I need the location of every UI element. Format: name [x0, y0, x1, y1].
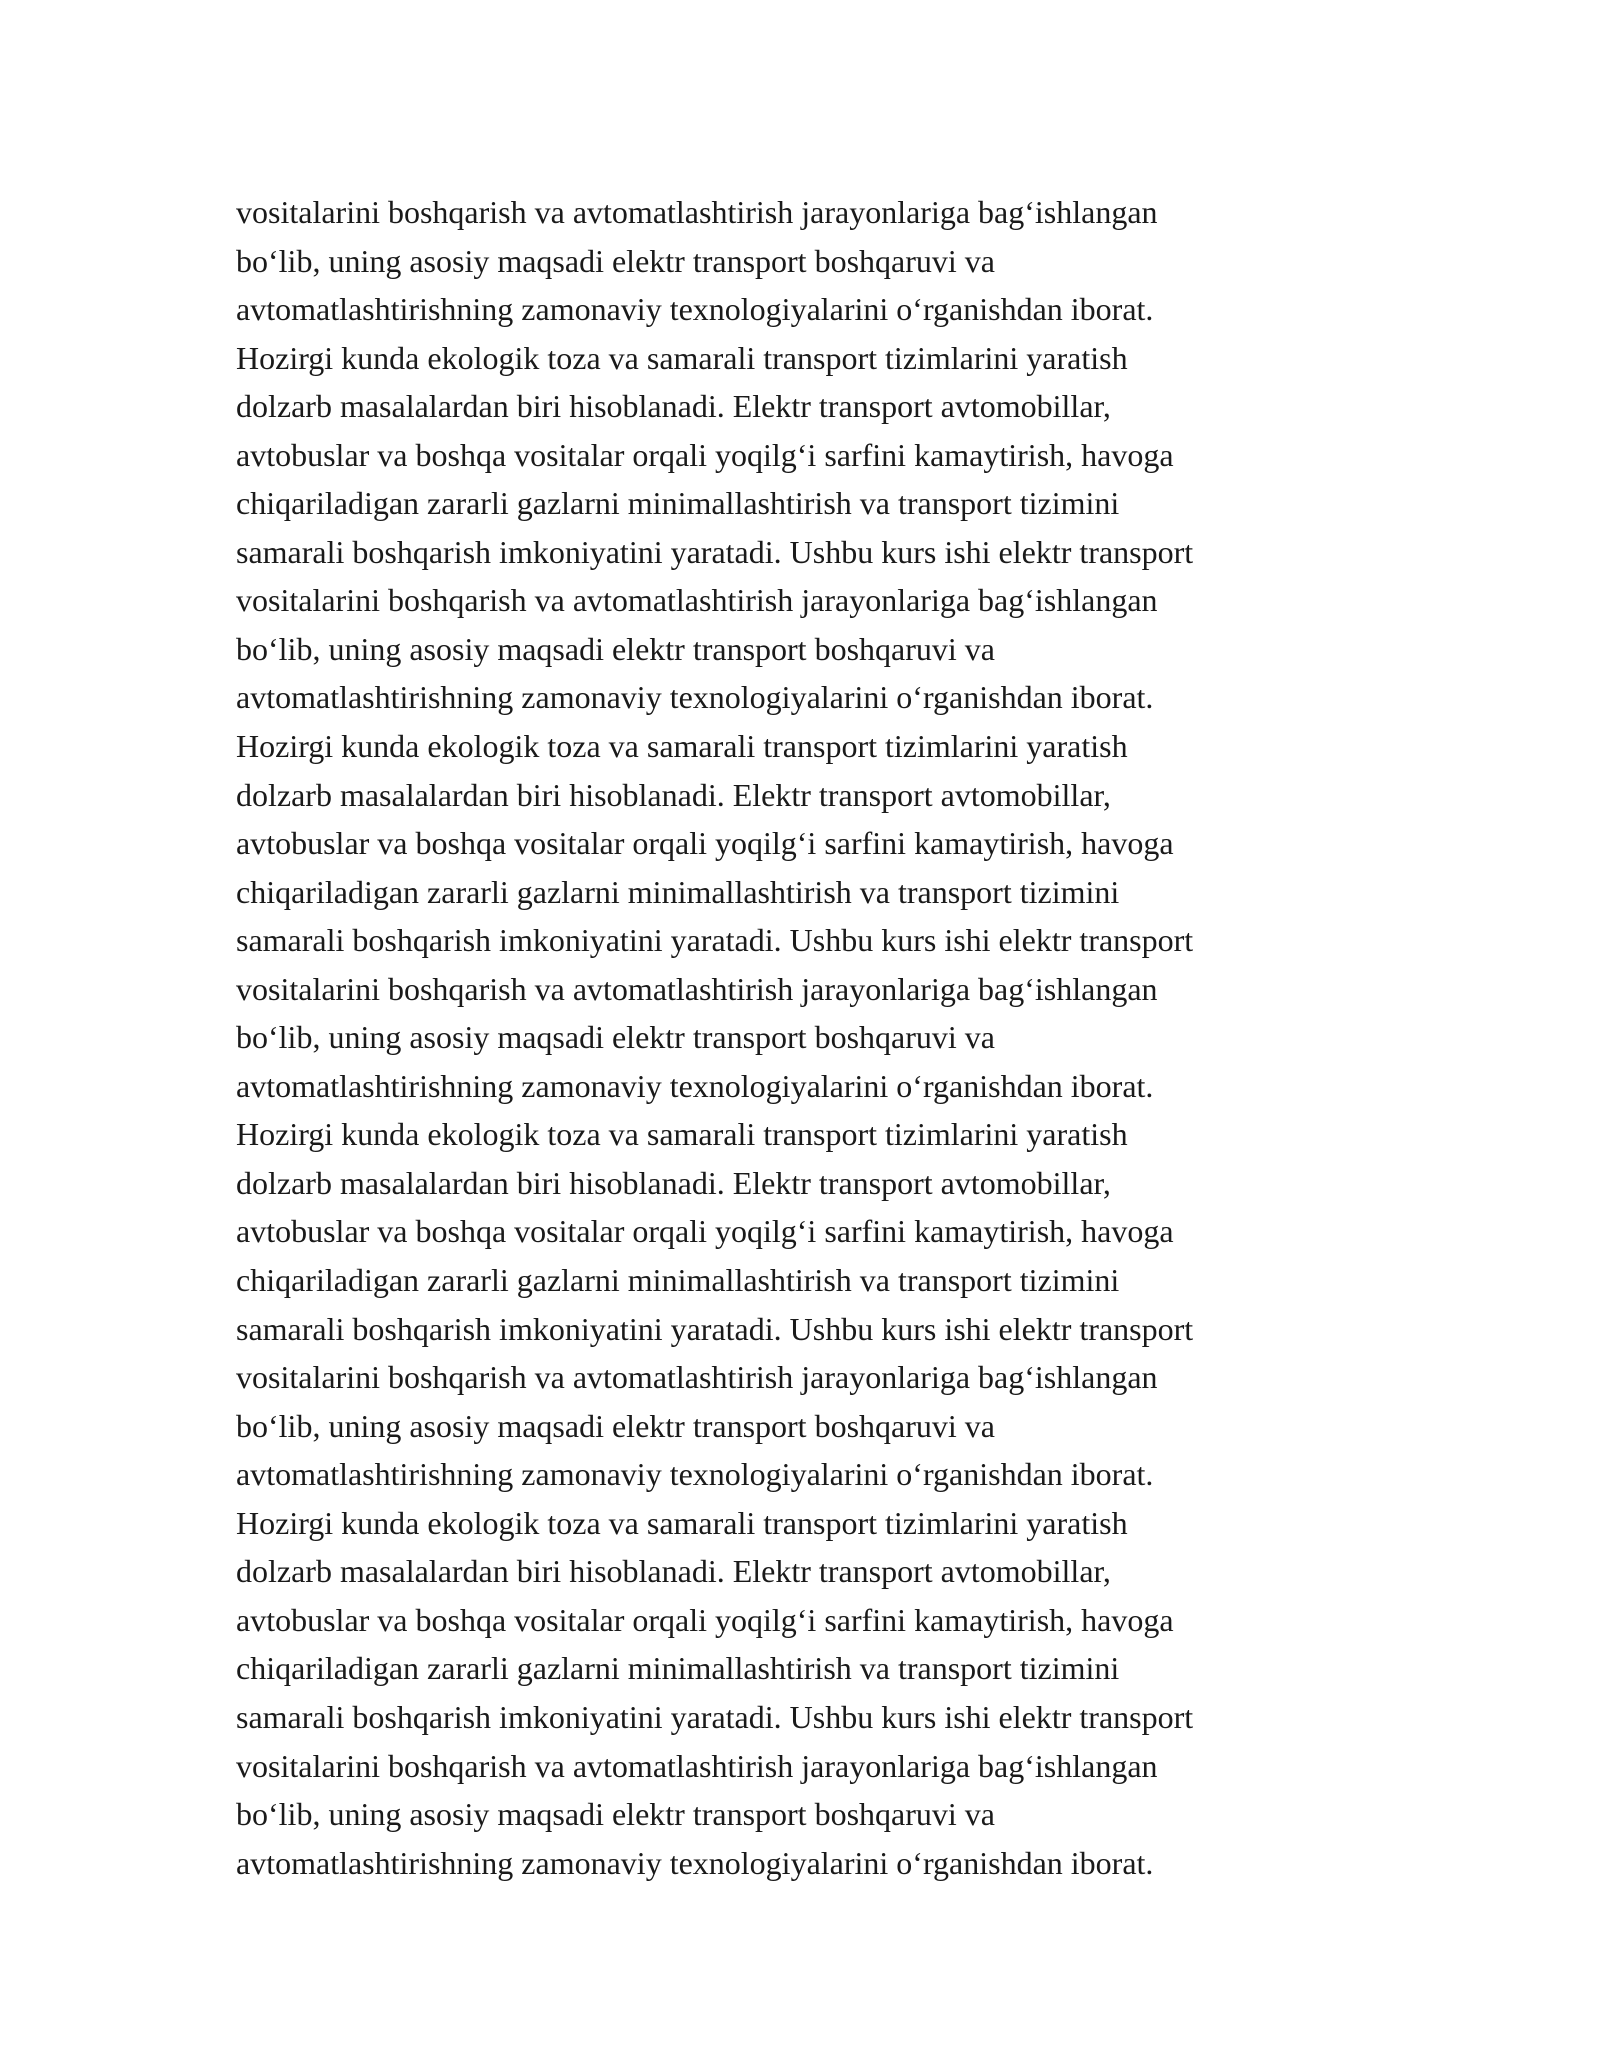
text-line: bo‘lib, uning asosiy maqsadi elektr transport boshqaruvi va [236, 242, 995, 279]
text-line: Hozirgi kunda ekologik toza va samarali transport tizimlarini yaratish [236, 728, 1128, 765]
text-line: avtomatlashtirishning zamonaviy texnologiyalarini o‘rganishdan iborat. [236, 1067, 1154, 1104]
text-line: vositalarini boshqarish va avtomatlashtirish jarayonlariga bag‘ishlangan [236, 1359, 1158, 1396]
text-line: samarali boshqarish imkoniyatini yaratadi. Ushbu kurs ishi elektr transport [236, 922, 1194, 959]
text-line: Hozirgi kunda ekologik toza va samarali transport tizimlarini yaratish [236, 339, 1128, 376]
text-line: vositalarini boshqarish va avtomatlashtirish jarayonlariga bag‘ishlangan [236, 1747, 1158, 1784]
text-line: avtomatlashtirishning zamonaviy texnologiyalarini o‘rganishdan iborat. [236, 1456, 1154, 1493]
text-line: dolzarb masalalardan biri hisoblanadi. Elektr transport avtomobillar, [236, 388, 1111, 425]
text-line: dolzarb masalalardan biri hisoblanadi. Elektr transport avtomobillar, [236, 1553, 1111, 1590]
text-line: chiqariladigan zararli gazlarni minimallashtirish va transport tizimini [236, 1262, 1120, 1299]
text-line: chiqariladigan zararli gazlarni minimallashtirish va transport tizimini [236, 873, 1120, 910]
text-line: chiqariladigan zararli gazlarni minimallashtirish va transport tizimini [236, 1650, 1120, 1687]
text-line: bo‘lib, uning asosiy maqsadi elektr transport boshqaruvi va [236, 1796, 995, 1833]
text-line: avtobuslar va boshqa vositalar orqali yoqilg‘i sarfini kamaytirish, havoga [236, 1601, 1174, 1638]
text-line: samarali boshqarish imkoniyatini yaratadi. Ushbu kurs ishi elektr transport [236, 533, 1194, 570]
text-line: Hozirgi kunda ekologik toza va samarali transport tizimlarini yaratish [236, 1116, 1128, 1153]
text-line: Hozirgi kunda ekologik toza va samarali transport tizimlarini yaratish [236, 1504, 1128, 1541]
text-line: dolzarb masalalardan biri hisoblanadi. Elektr transport avtomobillar, [236, 1164, 1111, 1201]
text-line: samarali boshqarish imkoniyatini yaratadi. Ushbu kurs ishi elektr transport [236, 1310, 1194, 1347]
text-line: bo‘lib, uning asosiy maqsadi elektr transport boshqaruvi va [236, 1407, 995, 1444]
text-line: vositalarini boshqarish va avtomatlashtirish jarayonlariga bag‘ishlangan [236, 970, 1158, 1007]
text-line: vositalarini boshqarish va avtomatlashtirish jarayonlariga bag‘ishlangan [236, 194, 1158, 230]
text-line: vositalarini boshqarish va avtomatlashtirish jarayonlariga bag‘ishlangan [236, 582, 1158, 619]
text-line: bo‘lib, uning asosiy maqsadi elektr transport boshqaruvi va [236, 1019, 995, 1056]
text-line: chiqariladigan zararli gazlarni minimallashtirish va transport tizimini [236, 485, 1120, 522]
text-line: avtobuslar va boshqa vositalar orqali yoqilg‘i sarfini kamaytirish, havoga [236, 1213, 1174, 1250]
text-line: avtobuslar va boshqa vositalar orqali yoqilg‘i sarfini kamaytirish, havoga [236, 436, 1174, 473]
text-line: bo‘lib, uning asosiy maqsadi elektr transport boshqaruvi va [236, 630, 995, 667]
text-line: avtomatlashtirishning zamonaviy texnologiyalarini o‘rganishdan iborat. [236, 1844, 1154, 1881]
text-line: samarali boshqarish imkoniyatini yaratadi. Ushbu kurs ishi elektr transport [236, 1698, 1194, 1735]
text-line: dolzarb masalalardan biri hisoblanadi. Elektr transport avtomobillar, [236, 776, 1111, 813]
text-line: avtobuslar va boshqa vositalar orqali yoqilg‘i sarfini kamaytirish, havoga [236, 825, 1174, 862]
text-line: avtomatlashtirishning zamonaviy texnologiyalarini o‘rganishdan iborat. [236, 679, 1154, 716]
body-text [236, 188, 1416, 1887]
text-line: avtomatlashtirishning zamonaviy texnologiyalarini o‘rganishdan iborat. [236, 291, 1154, 328]
